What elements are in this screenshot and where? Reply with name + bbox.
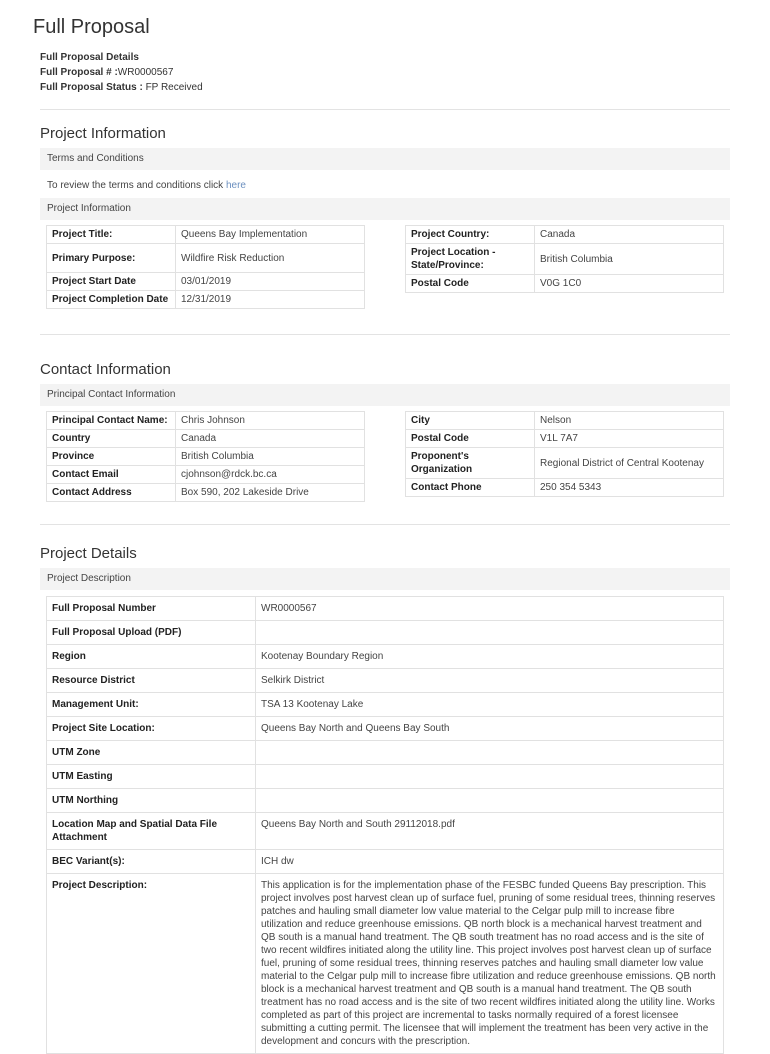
field-label: Full Proposal Upload (PDF)	[47, 621, 256, 645]
field-value	[256, 765, 724, 789]
field-value: Canada	[176, 430, 365, 448]
table-row	[406, 244, 724, 275]
field-value	[256, 621, 724, 645]
field-value: British Columbia	[535, 244, 724, 275]
field-label: BEC Variant(s):	[47, 850, 256, 874]
table-row	[47, 693, 724, 717]
field-label: Project Site Location:	[47, 717, 256, 741]
contact-info-table-right	[405, 411, 724, 497]
field-value: 250 354 5343	[535, 479, 724, 497]
table-row	[406, 430, 724, 448]
divider	[40, 109, 730, 110]
field-value: Queens Bay North and Queens Bay South	[256, 717, 724, 741]
field-value: ICH dw	[256, 850, 724, 874]
table-row	[47, 244, 365, 273]
table-row	[47, 741, 724, 765]
contact-information-title: Contact Information	[40, 361, 171, 378]
table-row	[47, 430, 365, 448]
table-row	[47, 291, 365, 309]
table-row	[47, 850, 724, 874]
field-value: Nelson	[535, 412, 724, 430]
divider	[40, 524, 730, 525]
field-label: Project Completion Date	[47, 291, 176, 309]
field-label: UTM Zone	[47, 741, 256, 765]
field-label: Project Title:	[47, 226, 176, 244]
table-row	[47, 789, 724, 813]
field-label: Contact Email	[47, 466, 176, 484]
field-label: Postal Code	[406, 275, 535, 293]
field-value: Kootenay Boundary Region	[256, 645, 724, 669]
field-label: Primary Purpose:	[47, 244, 176, 273]
proposal-status: Full Proposal Status : FP Received	[40, 82, 203, 93]
field-value	[256, 789, 724, 813]
terms-link[interactable]: here	[225, 180, 246, 191]
field-label: Location Map and Spatial Data File Attachment	[47, 813, 256, 850]
field-label: Project Location - State/Province:	[406, 244, 535, 275]
field-label: Project Country:	[406, 226, 535, 244]
field-label: Proponent's Organization	[406, 448, 535, 479]
project-info-table-right	[405, 225, 724, 293]
table-row	[47, 645, 724, 669]
table-row	[47, 765, 724, 789]
field-value: Queens Bay Implementation	[176, 226, 365, 244]
field-value: Box 590, 202 Lakeside Drive	[176, 484, 365, 502]
terms-heading: Terms and Conditions	[40, 148, 730, 170]
table-row	[47, 717, 724, 741]
field-value: British Columbia	[176, 448, 365, 466]
table-row	[47, 669, 724, 693]
field-label: Country	[47, 430, 176, 448]
field-value: V0G 1C0	[535, 275, 724, 293]
field-label: Principal Contact Name:	[47, 412, 176, 430]
field-value: Canada	[535, 226, 724, 244]
field-value: 03/01/2019	[176, 273, 365, 291]
field-label: Contact Address	[47, 484, 176, 502]
field-label: Postal Code	[406, 430, 535, 448]
field-value: Wildfire Risk Reduction	[176, 244, 365, 273]
details-heading: Full Proposal Details	[40, 52, 139, 63]
table-row	[47, 813, 724, 850]
divider	[40, 334, 730, 335]
page-title: Full Proposal	[33, 16, 150, 38]
project-details-title: Project Details	[40, 545, 137, 562]
field-value: cjohnson@rdck.bc.ca	[176, 466, 365, 484]
table-row	[47, 874, 724, 1054]
field-label: City	[406, 412, 535, 430]
table-row	[47, 273, 365, 291]
field-value: WR0000567	[256, 597, 724, 621]
attachment-link[interactable]: Queens Bay North and South 29112018.pdf	[256, 813, 724, 850]
project-description-subheading: Project Description	[40, 568, 730, 590]
project-description-text: This application is for the implementation phase of the FESBC funded Queens Bay prescription. This project involves post harvest clean up of surface fuel, pruning of some residual trees, thinning reserves patches and hauling small diameter low value material to the Celgar pulp mill to increase fibre utilization and reduce greenhouse emissions. QB north block is a mechanical harvest treatment and QB south is a manual hand treatment. The QB south treatment has no road access and is the site of two recent wildfires initiated along the utility line. This project involves post harvest clean up of surface fuel, pruning of some residual trees, thinning reserves patches and hauling small diameter low value material to the Celgar pulp mill to increase fibre utilization and reduce greenhouse emissions. QB north block is a mechanical harvest treatment and QB south is a manual hand treatment. The QB south treatment has no road access and is the site of two recent wildfires initiated along the utility line. Works completed as part of this project are incremental to tasks normally required of a forest licensee submitting a cutting permit. The licensee that will implement the treatment has been very active in the development and concurs with the prescription.	[256, 874, 724, 1054]
field-value	[256, 741, 724, 765]
project-information-subheading: Project Information	[40, 198, 730, 220]
field-label: Project Description:	[47, 874, 256, 1054]
table-row	[406, 412, 724, 430]
project-information-title: Project Information	[40, 125, 166, 142]
table-row	[406, 226, 724, 244]
field-value: V1L 7A7	[535, 430, 724, 448]
field-label: Region	[47, 645, 256, 669]
field-value: 12/31/2019	[176, 291, 365, 309]
project-info-table-left	[46, 225, 365, 309]
field-value: Regional District of Central Kootenay	[535, 448, 724, 479]
proposal-number: Full Proposal # :WR0000567	[40, 67, 174, 78]
field-label: Project Start Date	[47, 273, 176, 291]
field-label: Management Unit:	[47, 693, 256, 717]
project-details-table	[46, 596, 724, 1054]
contact-info-table-left	[46, 411, 365, 502]
table-row	[47, 466, 365, 484]
table-row	[47, 621, 724, 645]
field-label: Full Proposal Number	[47, 597, 256, 621]
field-label: Province	[47, 448, 176, 466]
table-row	[47, 412, 365, 430]
field-value: Selkirk District	[256, 669, 724, 693]
table-row	[47, 448, 365, 466]
field-label: UTM Northing	[47, 789, 256, 813]
table-row	[406, 448, 724, 479]
table-row	[406, 275, 724, 293]
field-value: TSA 13 Kootenay Lake	[256, 693, 724, 717]
terms-note: To review the terms and conditions click here	[47, 180, 246, 191]
field-label: Contact Phone	[406, 479, 535, 497]
field-value: Chris Johnson	[176, 412, 365, 430]
field-label: UTM Easting	[47, 765, 256, 789]
table-row	[406, 479, 724, 497]
table-row	[47, 597, 724, 621]
principal-contact-subheading: Principal Contact Information	[40, 384, 730, 406]
field-label: Resource District	[47, 669, 256, 693]
table-row	[47, 484, 365, 502]
table-row	[47, 226, 365, 244]
